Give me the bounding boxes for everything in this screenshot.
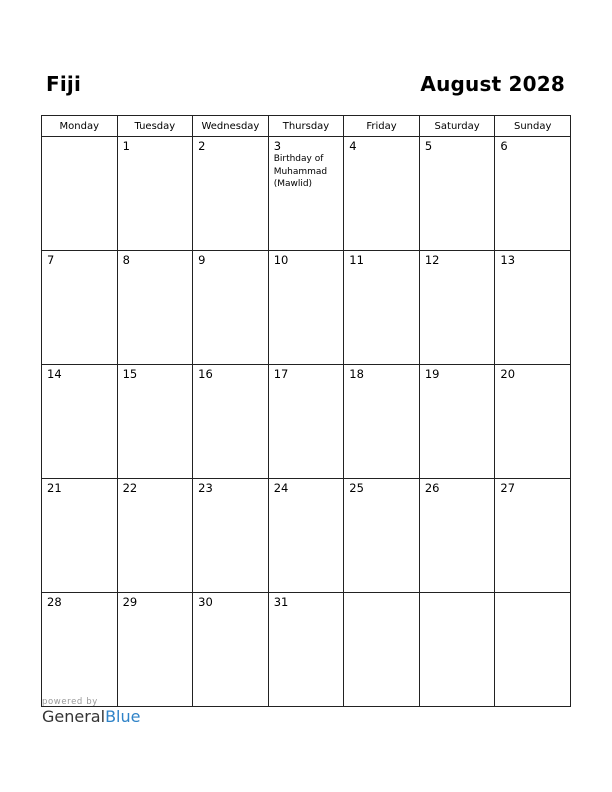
day-number: 5 [424,139,433,153]
day-cell [42,251,118,365]
day-cell [495,593,571,707]
day-cell [193,365,269,479]
day-number: 25 [349,481,364,495]
day-number: 17 [273,367,289,381]
day-cell [117,365,193,479]
day-cell [42,479,118,593]
day-cell [268,479,344,593]
day-number: 29 [122,595,138,609]
day-cell [268,251,344,365]
weekday-header: Tuesday [117,116,193,137]
weekday-header: Friday [344,116,420,137]
day-cell [117,593,193,707]
day-cell [344,251,420,365]
day-number: 9 [198,253,206,267]
brand-footer[interactable] [42,697,140,726]
day-cell [268,137,344,251]
day-cell [193,593,269,707]
day-cell [419,479,495,593]
day-cell [42,593,118,707]
day-number: 24 [273,481,289,495]
holiday-label: Birthday of Muhammad (Mawlid) [273,154,328,189]
weekday-header: Wednesday [193,116,269,137]
day-number: 21 [47,481,62,495]
day-number: 7 [47,253,55,267]
day-cell [193,137,269,251]
country-title: Fiji [46,72,82,96]
week-row [42,593,571,707]
day-cell [42,137,118,251]
day-cell [344,593,420,707]
day-number: 12 [424,253,440,267]
brand-name-blue: Blue [105,707,141,726]
day-number: 19 [424,367,440,381]
day-cell [344,365,420,479]
weekday-header: Monday [42,116,118,137]
weekday-header: Sunday [495,116,571,137]
week-row [42,365,571,479]
day-cell [419,593,495,707]
brand-name-general: General [42,707,106,726]
day-cell [495,137,571,251]
day-number: 6 [500,139,508,153]
day-cell [495,479,571,593]
day-cell [419,137,495,251]
calendar-grid [41,115,571,707]
day-cell [344,137,420,251]
day-number: 27 [500,481,516,495]
day-cell [117,479,193,593]
day-number: 18 [349,367,364,381]
day-number: 1 [122,139,130,153]
day-cell [193,479,269,593]
day-number: 28 [47,595,62,609]
day-number: 20 [500,367,516,381]
week-row [42,251,571,365]
day-number: 15 [122,367,138,381]
day-cell [344,479,420,593]
day-cell [495,365,571,479]
day-cell [495,251,571,365]
day-cell [419,251,495,365]
day-number: 10 [273,253,289,267]
day-number: 8 [122,253,130,267]
brand-logo[interactable] [42,707,140,726]
week-row [42,479,571,593]
day-cell [42,365,118,479]
week-row [42,137,571,251]
day-cell [117,251,193,365]
day-number: 4 [349,139,357,153]
day-number: 31 [273,595,289,609]
day-cell [268,593,344,707]
weekday-header: Thursday [268,116,344,137]
day-number: 2 [198,139,206,153]
weekday-header-row [42,116,571,137]
weekday-header: Saturday [419,116,495,137]
month-title: August 2028 [420,72,565,96]
day-cell [419,365,495,479]
day-cell [117,137,193,251]
day-number: 13 [500,253,516,267]
day-number: 30 [198,595,213,609]
day-number: 16 [198,367,213,381]
day-number: 22 [122,481,138,495]
day-number: 14 [47,367,62,381]
day-number: 23 [198,481,213,495]
day-cell [268,365,344,479]
day-number: 11 [349,253,364,267]
day-number: 3 [273,139,282,153]
day-number: 26 [424,481,440,495]
powered-by-label: powered by [42,697,98,707]
day-cell [193,251,269,365]
